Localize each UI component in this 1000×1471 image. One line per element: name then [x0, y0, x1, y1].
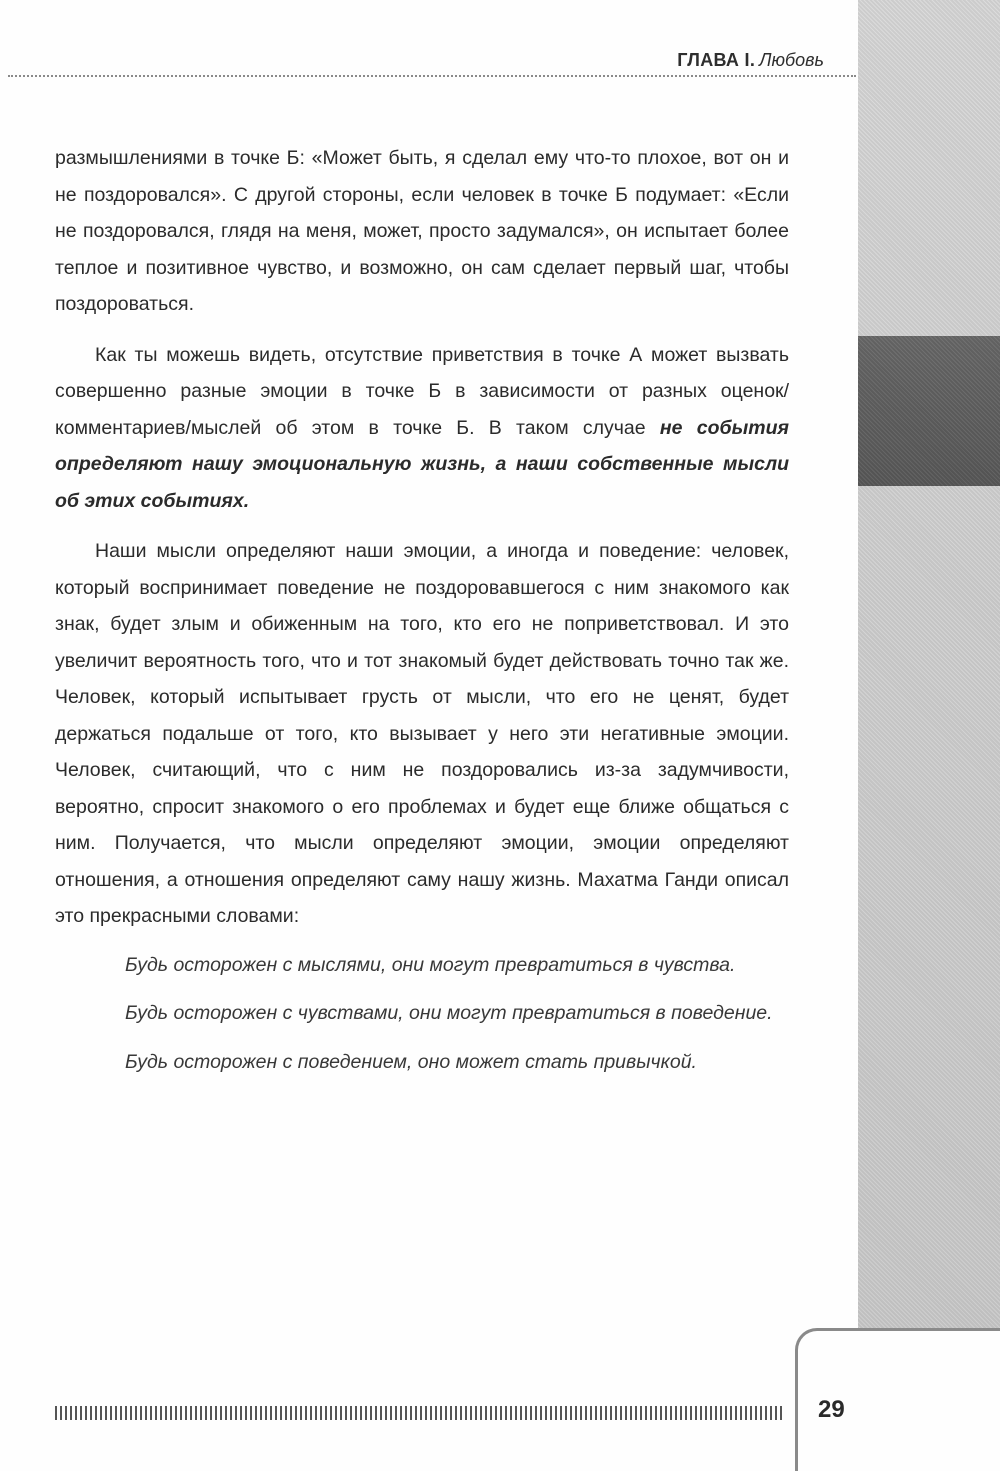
quote-2: Будь осторожен с чувствами, они могут превратиться в поведение.: [125, 1002, 773, 1024]
paragraph-2-emphasis: не события определяют нашу эмоциональную жизнь, а наши собственные мысли об этих событиях.: [55, 416, 789, 512]
page-number: 29: [818, 1396, 845, 1423]
page-body: [55, 140, 789, 1080]
paragraph-2-text: Как ты можешь видеть, отсутствие приветствия в точке А может вызвать совершенно разные эмоции в точке Б в зависимости от разных оценок/комментариев/мыслей об этом в точке Б. В таком случае: [55, 343, 789, 439]
header-dotted-rule: [8, 75, 856, 77]
chapter-label: ГЛАВА I.: [677, 50, 756, 70]
chapter-tab-marker: [858, 336, 1000, 486]
paragraph-2: [55, 337, 789, 520]
running-header: [677, 50, 824, 71]
quote-1: Будь осторожен с мыслями, они могут превратиться в чувства.: [125, 953, 736, 976]
quote-3: Будь осторожен с поведением, оно может стать привычкой.: [125, 1050, 697, 1073]
page-edge-strip: [858, 0, 1000, 1471]
paragraph-1: размышлениями в точке Б: «Может быть, я сделал ему что-то плохое, вот он и не поздоровался». С другой стороны, если человек в точке Б подумает: «Если не поздоровался, глядя на меня, может, просто задумался», он испытает более теплое и позитивное чувство, и возможно, он сам сделает первый шаг, чтобы поздороваться.: [55, 147, 789, 315]
paragraph-3: Наши мысли определяют наши эмоции, а иногда и поведение: человек, который воспринимает поведение не поздоровавшегося с ним знакомого как знак, будет злым и обиженным на того, кто его не поприветствовал. И это увеличит вероятность того, что и тот знакомый будет действовать точно так же. Человек, который испытывает грусть от мысли, что его не ценят, будет держаться подальше от того, кто вызывает у него эти негативные эмоции. Человек, считающий, что с ним не поздоровались из-за задумчивости, вероятно, спросит знакомого о его проблемах и будет еще ближе общаться с ним. Получается, что мысли определяют эмоции, эмоции определяют отношения, а отношения определяют саму нашу жизнь. Махатма Ганди описал это прекрасными словами:: [55, 540, 789, 927]
footer-barcode-rule: [55, 1406, 785, 1420]
chapter-title: Любовь: [759, 50, 824, 70]
